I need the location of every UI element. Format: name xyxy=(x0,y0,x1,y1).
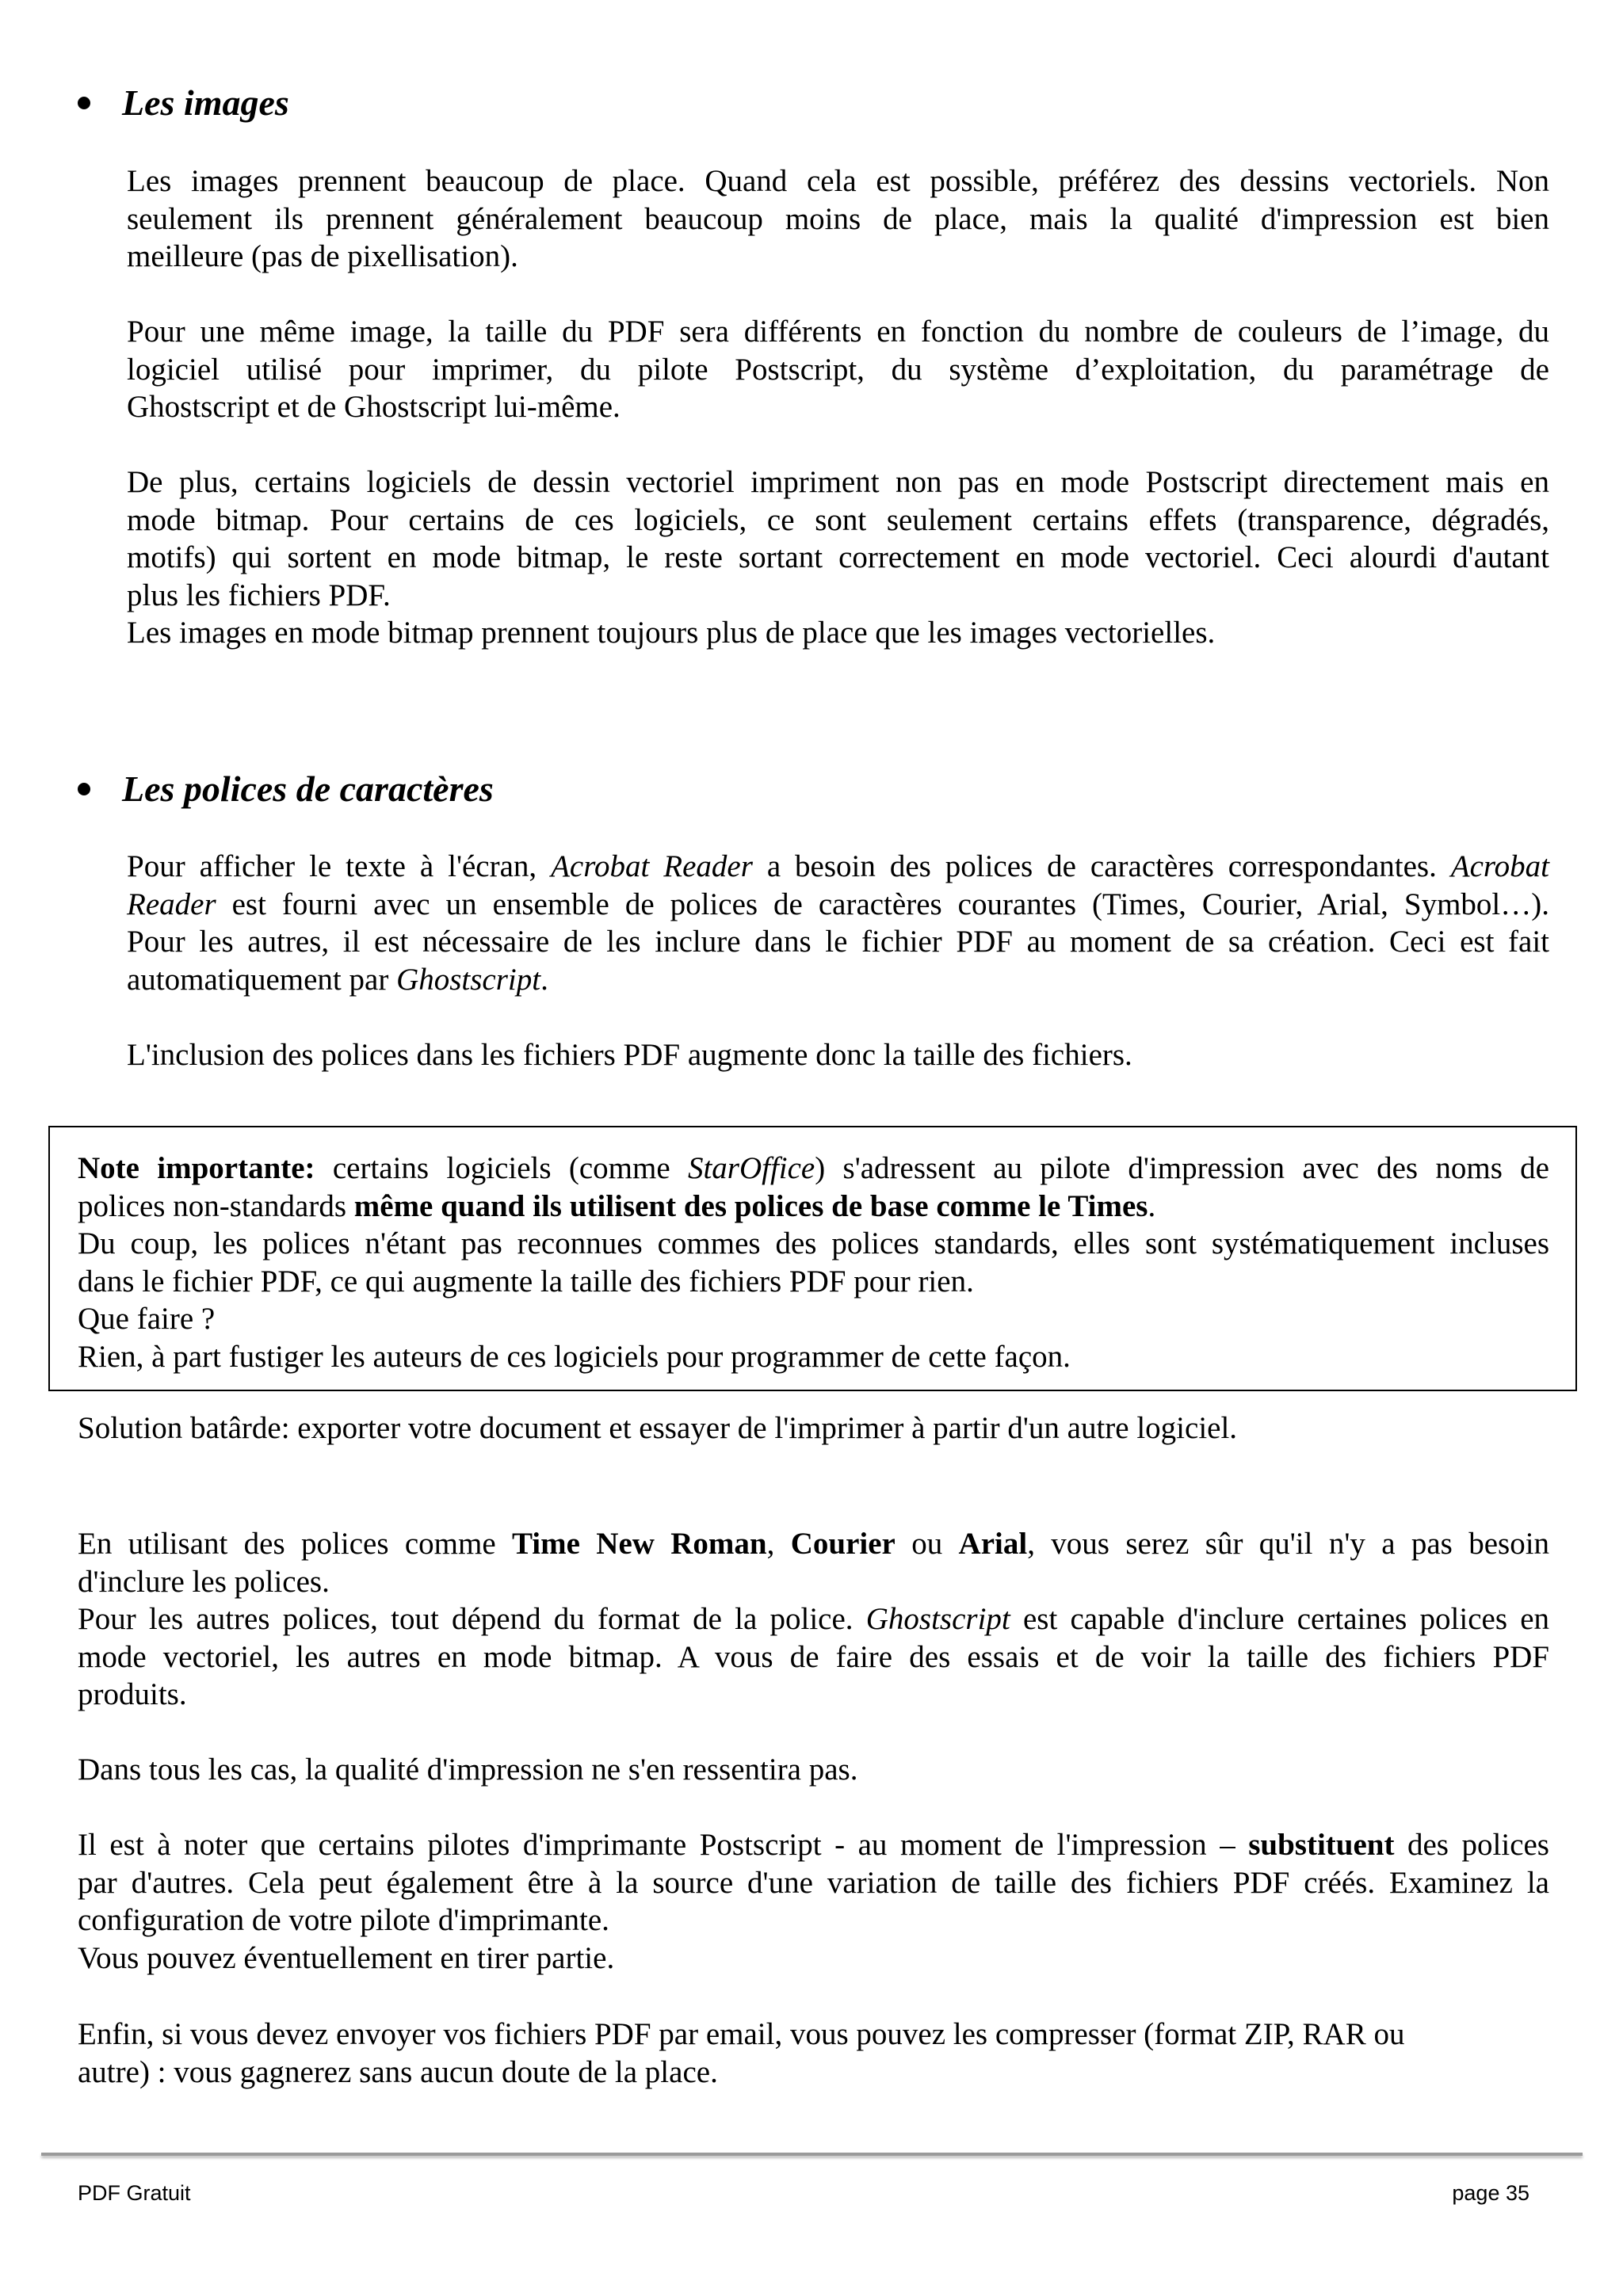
footer-page-number: page 35 xyxy=(1452,2181,1529,2205)
section-heading-fonts: Les polices de caractères xyxy=(78,767,494,811)
paragraph-fonts-2: L'inclusion des polices dans les fichiers PDF augmente donc la taille des fichiers. xyxy=(127,1038,1132,1072)
bullet-icon xyxy=(78,783,90,795)
bullet-icon xyxy=(78,97,90,109)
paragraph-images-1: Les images prennent beaucoup de place. Quand cela est possible, préférez des dessins vectoriels. Non seulement ils prennent généralement beaucoup moins de place, mais la qualité d'impression est bien meilleure (pas de pixellisation). xyxy=(127,164,1549,273)
section-heading-images: Les images xyxy=(78,81,289,125)
paragraph-printer-drivers: Il est à noter que certains pilotes d'imprimante Postscript - au moment de l'impression – substituent des polices par d'autres. Cela peut également être à la source d'une variation de taille des fichiers PDF créés. Examinez la configuration de votre pilote d'imprimante. Vous pouvez éventuellement en tirer partie. xyxy=(78,1828,1549,1975)
paragraph-solution: Solution batârde: exporter votre document et essayer de l'imprimer à partir d'un autre logiciel. xyxy=(78,1411,1238,1445)
paragraph-font-usage: En utilisant des polices comme Time New Roman, Courier ou Arial, vous serez sûr qu'il n'y a pas besoin d'inclure les polices. Pour les autres polices, tout dépend du format de la police. Ghostscript est capable d'inclure certaines polices en mode vectoriel, les autres en mode bitmap. A vous de faire des essais et de voir la taille des fichiers PDF produits. xyxy=(78,1527,1550,1711)
footer-document-title: PDF Gratuit xyxy=(78,2181,191,2205)
paragraph-email: Enfin, si vous devez envoyer vos fichiers PDF par email, vous pouvez les compresser (format ZIP, RAR ou autre) : vous gagnerez sans aucun doute de la place. xyxy=(78,2017,1405,2089)
paragraph-fonts-1: Pour afficher le texte à l'écran, Acrobat Reader a besoin des polices de caractères correspondantes. Acrobat Reader est fourni avec un ensemble de polices de caractères courantes (Times, Courier, Arial, Symbol…). Pour les autres, il est nécessaire de les inclure dans le fichier PDF au moment de sa création. Ceci est fait automatiquement par Ghostscript. xyxy=(127,849,1549,997)
note-text: Note importante: certains logiciels (comme StarOffice) s'adressent au pilote d'impression avec des noms de polices non-standards même quand ils utilisent des polices de base comme le Times. Du coup, les polices n'étant pas reconnues commes des polices standards, elles sont systématiquement incluses dans le fichier PDF, ce qui augmente la taille des fichiers PDF pour rien. Que faire ? Rien, à part fustiger les auteurs de ces logiciels pour programmer de cette façon. xyxy=(78,1151,1549,1374)
paragraph-images-2: Pour une même image, la taille du PDF sera différents en fonction du nombre de couleurs de l’image, du logiciel utilisé pour imprimer, du pilote Postscript, du système d’exploitation, du paramétrage de Ghostscript et de Ghostscript lui-même. xyxy=(127,315,1549,424)
footer-divider xyxy=(41,2153,1583,2156)
paragraph-images-4: Les images en mode bitmap prennent toujours plus de place que les images vectorielles. xyxy=(127,616,1216,650)
paragraph-quality: Dans tous les cas, la qualité d'impression ne s'en ressentira pas. xyxy=(78,1753,858,1787)
paragraph-images-3: De plus, certains logiciels de dessin vectoriel impriment non pas en mode Postscript directement mais en mode bitmap. Pour certains de ces logiciels, ce sont seulement certains effets (transparence, dégradés, motifs) qui sortent en mode bitmap, le reste sortant correctement en mode vectoriel. Ceci alourdi d'autant plus les fichiers PDF. xyxy=(127,465,1549,612)
